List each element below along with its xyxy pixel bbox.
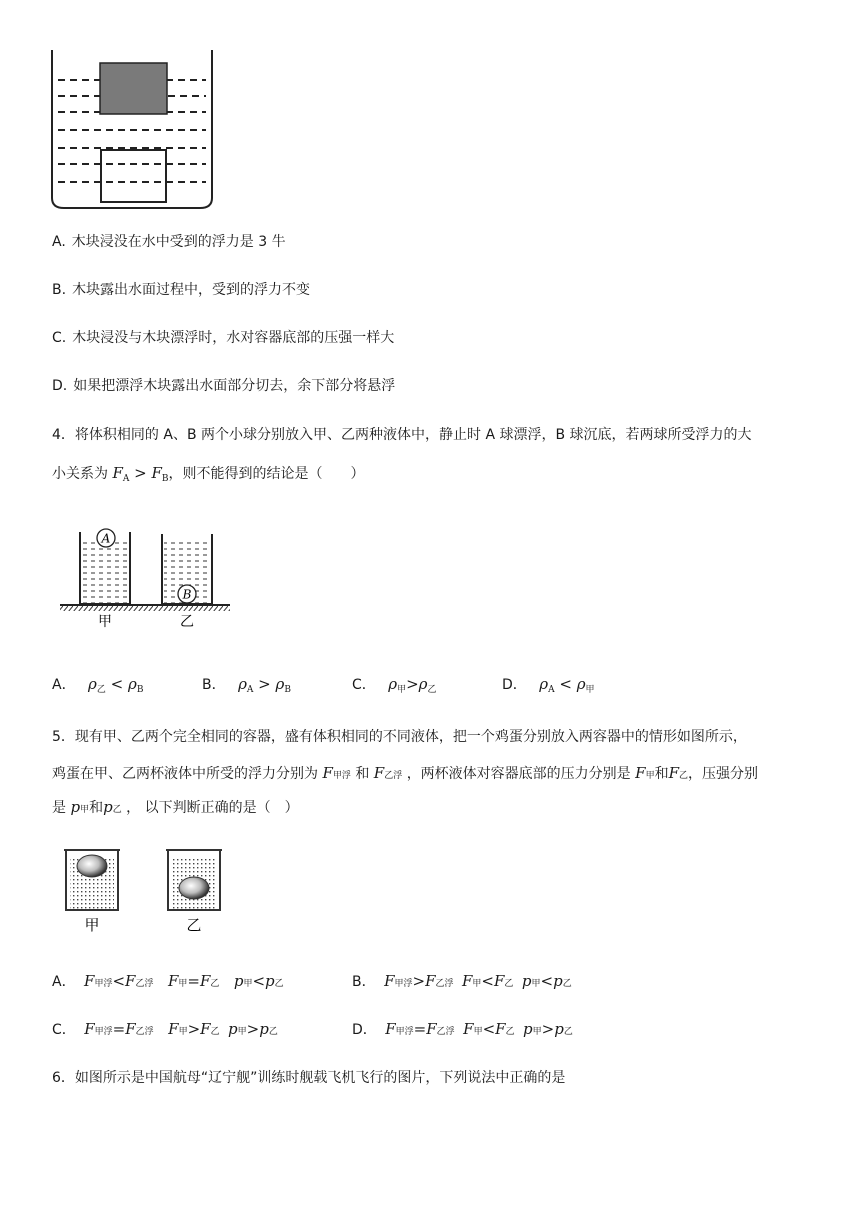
q5-option-c: C． F甲浮=F乙浮 F甲>F乙 p甲>p乙 <box>52 1020 278 1038</box>
beaker-blocks-figure <box>48 50 218 212</box>
q3-option-d: D. 如果把漂浮木块露出水面部分切去，余下部分将悬浮 <box>52 378 396 394</box>
q5-option-d: D． F甲浮=F乙浮 F甲<F乙 p甲>p乙 <box>352 1020 573 1038</box>
svg-text:甲: 甲 <box>84 916 100 934</box>
svg-text:甲: 甲 <box>98 614 112 630</box>
q4-question-line1: 4．将体积相同的 A、B 两个小球分别放入甲、乙两种液体中，静止时 A 球漂浮，B 球沉底，若两球所受浮力的大 <box>52 427 752 443</box>
svg-text:乙: 乙 <box>180 614 194 630</box>
q6-question: 6．如图所示是中国航母“辽宁舰”训练时舰载飞机飞行的图片，下列说法中正确的是 <box>52 1070 566 1086</box>
q5-question-line1: 5．现有甲、乙两个完全相同的容器，盛有体积相同的不同液体，把一个鸡蛋分别放入两容器中的情形如图所示， <box>52 729 747 745</box>
q5-question-line3: 是 p甲和p乙 ， 以下判断正确的是（ ） <box>52 798 299 816</box>
q4-option-d: D． $\rho_A < \rho_甲$ <box>502 675 595 695</box>
q5-option-b: B． F甲浮>F乙浮 F甲<F乙 p甲<p乙 <box>352 972 572 990</box>
q4-option-b: B． $\rho_A > \rho_B$ <box>202 675 291 695</box>
svg-text:A: A <box>101 531 111 546</box>
q3-option-a: A. 木块浸没在水中受到的浮力是 3 牛 <box>52 234 286 250</box>
egg-suspended <box>179 877 209 899</box>
two-beakers-balls-figure <box>58 522 233 632</box>
egg-floating <box>77 855 107 877</box>
submerged-block <box>101 150 166 202</box>
q3-option-b: B. 木块露出水面过程中，受到的浮力不变 <box>52 282 311 298</box>
svg-text:乙: 乙 <box>186 916 202 934</box>
q4-option-c: C． $\rho_甲>\rho_乙$ <box>352 675 437 695</box>
q5-option-a: A． F甲浮<F乙浮 F甲=F乙 p甲<p乙 <box>52 972 284 990</box>
q4-option-a: A． $\rho_乙 < \rho_B$ <box>52 675 144 695</box>
q4-question-line2: 小关系为 $F_A > F_B$，则不能得到的结论是（ ） <box>52 464 365 484</box>
floating-block <box>100 63 167 114</box>
two-cups-eggs-figure <box>56 846 226 938</box>
svg-text:B: B <box>182 587 192 602</box>
q3-option-c: C. 木块浸没与木块漂浮时，水对容器底部的压强一样大 <box>52 330 395 346</box>
q5-question-line2: 鸡蛋在甲、乙两杯液体中所受的浮力分别为 F甲浮 和 F乙浮 ，两杯液体对容器底部的压力分别是 F甲和F乙，压强分别 <box>52 764 759 782</box>
